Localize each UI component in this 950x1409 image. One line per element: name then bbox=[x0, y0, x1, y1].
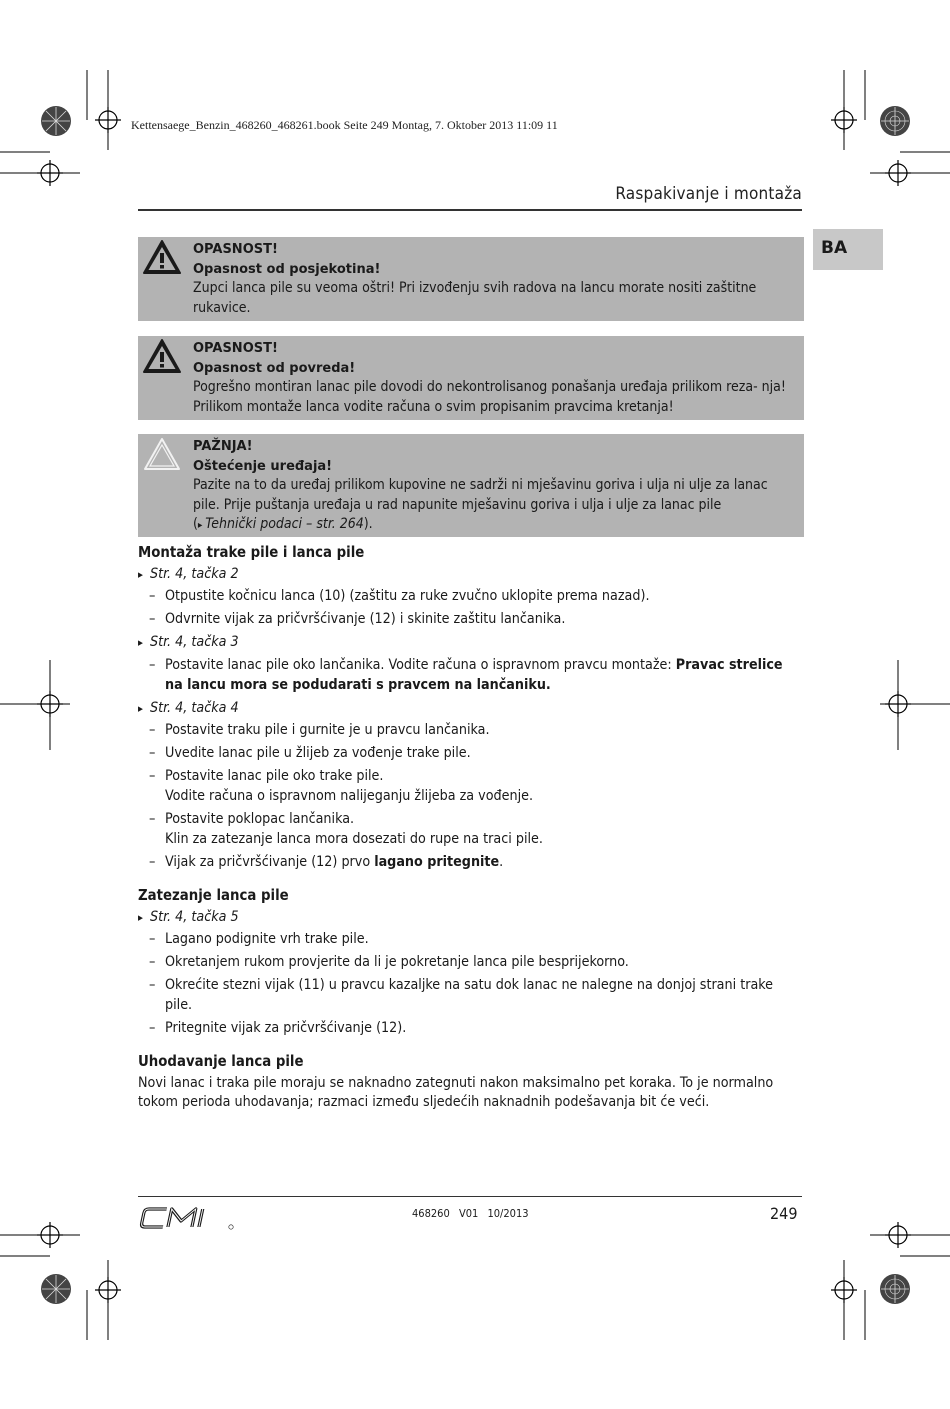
list-item-line: Postavite poklopac lančanika. bbox=[165, 811, 355, 828]
figure-reference: ▸ Str. 4, tačka 2 bbox=[138, 565, 804, 585]
cmi-logo bbox=[138, 1203, 234, 1233]
list-item: – Otpustite kočnicu lanca (10) (zaštitu za ruke zvučno uklopite prema nazad). bbox=[138, 587, 804, 607]
list-item bbox=[138, 853, 804, 873]
language-tab-label: BA bbox=[821, 238, 848, 258]
list-item: – Odvrnite vijak za pričvršćivanje (12) i skinite zaštitu lančanika. bbox=[138, 610, 804, 630]
arrow-right-icon: ▸ bbox=[197, 520, 206, 531]
heading-assembly: Montaža trake pile i lanca pile bbox=[138, 544, 365, 561]
warning-title: Oštećenje uređaja! bbox=[193, 458, 333, 474]
version: V01 bbox=[458, 1207, 479, 1220]
list-item: – Postavite traku pile i gurnite je u pravcu lančanika. bbox=[138, 721, 804, 741]
caution-box-device-damage bbox=[138, 434, 804, 537]
issue-date: 10/2013 bbox=[487, 1207, 529, 1220]
list-item-emphasis: lagano pritegnite bbox=[374, 853, 500, 870]
list-item: – Uvedite lanac pile u žlijeb za vođenje trake pile. bbox=[138, 744, 804, 764]
list-item-line: Vodite računa o ispravnom nalijeganju žlijeba za vođenje. bbox=[165, 788, 534, 805]
warning-signal-word: PAŽNJA! bbox=[193, 439, 253, 454]
danger-box-injury bbox=[138, 336, 804, 420]
language-tab bbox=[813, 229, 883, 270]
list-item-end: . bbox=[499, 853, 504, 870]
ref-close: ). bbox=[363, 516, 373, 532]
danger-box-cuts bbox=[138, 237, 804, 321]
warning-triangle-filled-icon bbox=[142, 239, 182, 276]
warning-text: Zupci lanca pile su veoma oštri! Pri izvođenju svih radova na lancu morate nositi zaštitne rukavice. bbox=[193, 280, 757, 316]
warning-text-body: Pazite na to da uređaj prilikom kupovine ne sadrži ni mješavinu goriva i ulja ni ulje za lanac pile. Prije puštanja uređaja u rad napunite mješavinu goriva i ulja i ulje za lanac pile bbox=[193, 477, 768, 513]
print-info: Kettensaege_Benzin_468260_468261.book Seite 249 Montag, 7. Oktober 2013 11:09 11 bbox=[131, 118, 558, 132]
instructions-body bbox=[138, 541, 804, 1113]
heading-running-in: Uhodavanje lanca pile bbox=[138, 1053, 304, 1071]
list-item bbox=[138, 810, 804, 849]
figure-reference: ▸ Str. 4, tačka 3 bbox=[138, 633, 804, 653]
figure-reference: ▸ Str. 4, tačka 4 bbox=[138, 699, 804, 719]
article-number: 468260 bbox=[412, 1207, 450, 1220]
list-item: – Okretanjem rukom provjerite da li je pokretanje lanca pile besprijekorno. bbox=[138, 953, 804, 973]
warning-title: Opasnost od povreda! bbox=[193, 360, 356, 376]
section-header-title: Raspakivanje i montaža bbox=[615, 184, 802, 204]
warning-text: Pogrešno montiran lanac pile dovodi do nekontrolisanog ponašanja uređaja prilikom reza- nja! Prilikom montaže lanca vodite računa o svim propisanim pravcima kretanja! bbox=[193, 379, 786, 415]
header-divider bbox=[138, 209, 802, 211]
list-item: – Okrećite stezni vijak (11) u pravcu kazaljke na satu dok lanac ne nalegne na donjoj strani trake pile. bbox=[138, 976, 804, 1015]
list-item: – Lagano podignite vrh trake pile. bbox=[138, 930, 804, 950]
list-item-line: Klin za zatezanje lanca mora dosezati do rupe na traci pile. bbox=[165, 830, 543, 847]
warning-text bbox=[193, 476, 798, 536]
warning-signal-word: OPASNOST! bbox=[193, 242, 278, 257]
footer-divider bbox=[138, 1196, 802, 1197]
list-item bbox=[138, 656, 804, 695]
warning-triangle-outline-icon bbox=[142, 436, 182, 473]
list-item: – Pritegnite vijak za pričvršćivanje (12). bbox=[138, 1019, 804, 1039]
footer-info bbox=[412, 1207, 529, 1220]
paragraph: Novi lanac i traka pile moraju se naknadno zategnuti nakon maksimalno pet koraka. To je normalno tokom perioda uhodavanja; razmaci između sljedećih naknadnih podešavanja bit će veći. bbox=[138, 1074, 774, 1111]
list-item-text: Postavite lanac pile oko lančanika. Vodite računa o ispravnom pravcu montaže: bbox=[165, 656, 676, 673]
heading-tensioning: Zatezanje lanca pile bbox=[138, 886, 289, 904]
list-item-text: Vijak za pričvršćivanje (12) prvo bbox=[165, 853, 375, 870]
page-number: 249 bbox=[770, 1204, 798, 1223]
cross-reference-link[interactable]: Tehnički podaci – str. 264 bbox=[205, 516, 364, 532]
warning-signal-word: OPASNOST! bbox=[193, 341, 278, 356]
list-item bbox=[138, 767, 804, 806]
warning-title: Opasnost od posjekotina! bbox=[193, 261, 381, 277]
ref-open: ( bbox=[193, 516, 198, 532]
figure-reference: ▸ Str. 4, tačka 5 bbox=[138, 908, 804, 928]
warning-triangle-filled-icon bbox=[142, 338, 182, 375]
list-item-emphasis: Pravac strelice na lancu mora se podudarati s pravcem na lančaniku. bbox=[165, 656, 783, 693]
logo-text: C bbox=[0, 0, 1, 1]
list-item-line: Postavite lanac pile oko trake pile. bbox=[165, 768, 384, 785]
